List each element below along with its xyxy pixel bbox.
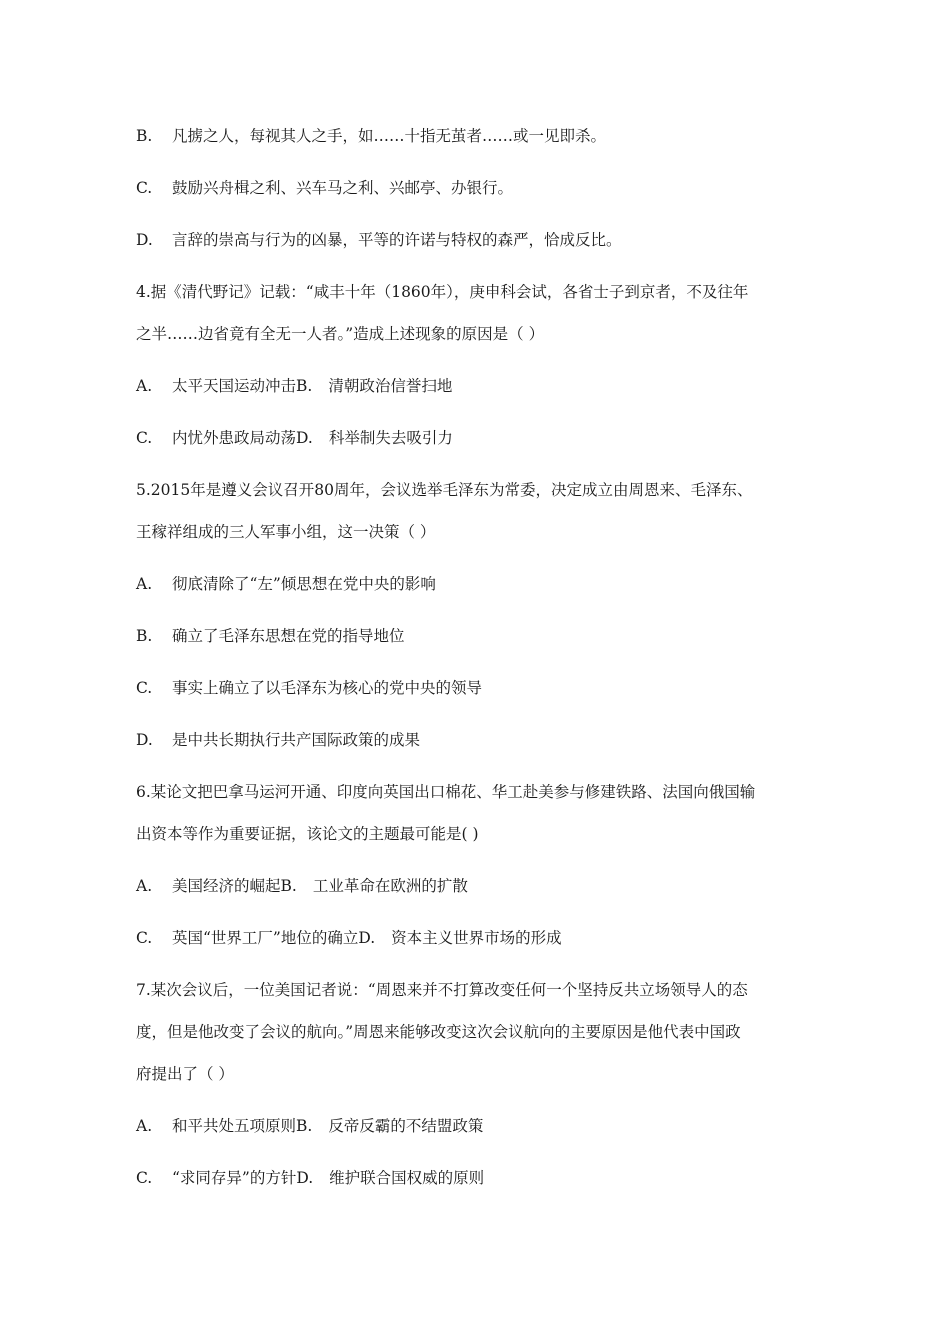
q4-options-row1: [136, 376, 452, 396]
option-text: 清朝政治信誉扫地: [328, 377, 453, 395]
option-letter: D.: [136, 731, 153, 749]
q4-stem-line1: 4.据《清代野记》记载：“咸丰十年（1860年），庚申科会试，各省士子到京者，不及往年: [136, 283, 749, 301]
q7-options-row2: [136, 1168, 484, 1188]
option-letter: A.: [136, 575, 153, 593]
option-letter: A.: [136, 877, 153, 895]
option-letter: B.: [136, 127, 153, 145]
option-text: 英国“世界工厂”地位的确立: [172, 929, 359, 947]
option-b: [136, 126, 606, 146]
q5-stem-line1: 5.2015年是遵义会议召开80周年，会议选举毛泽东为常委，决定成立由周恩来、毛泽东、: [136, 481, 753, 499]
q5-stem-line2: 王稼祥组成的三人军事小组，这一决策（ ）: [136, 523, 436, 541]
option-letter: D.: [296, 429, 313, 447]
q7-stem-line2: 度，但是他改变了会议的航向。”周恩来能够改变这次会议航向的主要原因是他代表中国政: [136, 1023, 741, 1041]
option-letter: B.: [296, 377, 313, 395]
q6-stem-line2: 出资本等作为重要证据，该论文的主题最可能是( ): [136, 825, 479, 843]
option-letter: C.: [136, 929, 153, 947]
q6-options-row2: [136, 928, 562, 948]
option-text: 维护联合国权威的原则: [329, 1169, 485, 1187]
option-text: 是中共长期执行共产国际政策的成果: [172, 731, 421, 749]
option-letter: B.: [136, 627, 153, 645]
option-text: 太平天国运动冲击: [172, 377, 297, 395]
option-text: 言辞的崇高与行为的凶暴，平等的许诺与特权的森严，恰成反比。: [172, 231, 622, 249]
option-d: [136, 230, 622, 250]
q5-option-c: [136, 678, 482, 698]
q5-option-b: [136, 626, 405, 646]
q4-options-row2: [136, 428, 453, 448]
option-letter: A.: [136, 1117, 153, 1135]
option-text: 彻底清除了“左”倾思想在党中央的影响: [172, 575, 436, 593]
option-letter: B.: [280, 877, 297, 895]
q4-stem-line2: 之半……边省竟有全无一人者。”造成上述现象的原因是（ ）: [136, 325, 545, 343]
option-letter: C.: [136, 179, 153, 197]
q6-options-row1: [136, 876, 468, 896]
option-text: 科举制失去吸引力: [328, 429, 453, 447]
option-text: 美国经济的崛起: [172, 877, 281, 895]
option-letter: D.: [296, 1169, 314, 1187]
option-letter: C.: [136, 429, 153, 447]
q7-options-row1: [136, 1116, 483, 1136]
option-text: “求同存异”的方针: [172, 1169, 297, 1187]
option-letter: D.: [358, 929, 376, 947]
option-text: 确立了毛泽东思想在党的指导地位: [172, 627, 405, 645]
option-text: 反帝反霸的不结盟政策: [328, 1117, 484, 1135]
q6-stem-line1: 6.某论文把巴拿马运河开通、印度向英国出口棉花、华工赴美参与修建铁路、法国向俄国输: [136, 783, 756, 801]
option-letter: B.: [296, 1117, 313, 1135]
option-letter: D.: [136, 231, 153, 249]
option-text: 工业革命在欧洲的扩散: [312, 877, 468, 895]
option-letter: C.: [136, 679, 153, 697]
option-c: [136, 178, 513, 198]
option-text: 内忧外患政局动荡: [172, 429, 297, 447]
option-text: 事实上确立了以毛泽东为核心的党中央的领导: [172, 679, 483, 697]
option-text: 鼓励兴舟楫之利、兴车马之利、兴邮亭、办银行。: [172, 179, 514, 197]
option-text: 和平共处五项原则: [172, 1117, 297, 1135]
option-letter: C.: [136, 1169, 153, 1187]
option-text: 资本主义世界市场的形成: [391, 929, 562, 947]
q7-stem-line3: 府提出了（ ）: [136, 1065, 234, 1083]
q5-option-d: [136, 730, 420, 750]
q7-stem-line1: 7.某次会议后，一位美国记者说：“周恩来并不打算改变任何一个坚持反共立场领导人的态: [136, 981, 748, 999]
option-letter: A.: [136, 377, 153, 395]
option-text: 凡掳之人，每视其人之手，如……十指无茧者……或一见即杀。: [172, 127, 607, 145]
q5-option-a: [136, 574, 436, 594]
